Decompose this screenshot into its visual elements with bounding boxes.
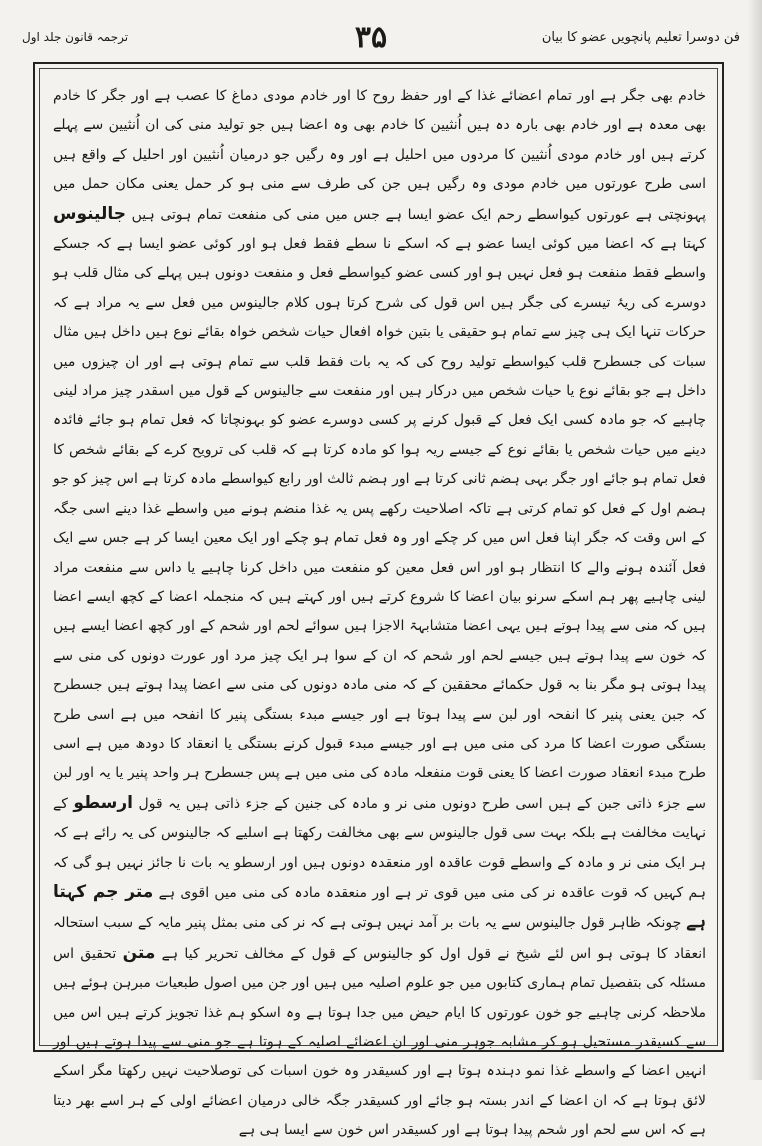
emphasized-name-aristotle: ارسطو (73, 792, 133, 813)
page-number: ۳۵ (354, 19, 388, 55)
running-header (22, 14, 740, 60)
text-run: تحقیق اس مسئلہ کی بتفصیل تمام ہماری کتابوں میں جو علوم اصلیہ میں ہیں اور جن میں اصول طبعیات مبرہن ہوئے ہیں ملاحظہ کرنی چاہیے جو خون عورتوں کا ایام حیض میں جدا ہوتا ہے وہ اسکو ہم غذا تجویز کرتے ہیں اس میں سے کسیقدر مستحیل ہو کر مشابہ جوہر منی اور ان اعضائے اصلیہ کے ہوتا ہے جو منی سے پیدا ہوتے ہیں اور انہیں اعضا کے واسطے غذا نمو دہندہ ہوتا ہے اور کسیقدر وہ خون اسبات کی توصلاحیت نہیں رکھتا مگر اسکے لائق ہوتا ہے کہ ان اعضا کے اندر بستہ ہو جائے اور کسیقدر جگہ خالی درمیان اعضائے اولی کے ہر اسے بھر دیتا ہے کہ اس سے لحم اور شحم پیدا ہوتا ہے اور کسیقدر اس خون سے ایسا ہی ہے (53, 945, 706, 1139)
emphasized-matn-label: متن (122, 942, 156, 963)
text-run: کہتا ہے کہ اعضا میں کوئی ایسا عضو ہے کہ اسکے نا سطے فقط فعل ہو اور کوئی عضو ایسا ہے کہ جسکے واسطے فقط منفعت ہو فعل نہیں ہو اور کسی عضو کیواسطے فعل و منفعت دونوں ہیں پہلے کی مثال قلب ہو دوسرے کی ریۂ تیسرے کی جگر ہیں اس قول کی شرح کرتا ہوں کلام جالینوس میں فعل سے یہ مراد ہے کہ حرکات تنہا ایک ہی چیز سے تمام ہو حقیقی یا بتین خواہ افعال حیات شخص خواہ بقائے نوع ہیں داخل ہیں مثال سبات کی جسطرح قلب کیواسطے تولید روح کی کہ یہ بات فقط قلب سے تمام ہوتی ہے اور ان چیزوں میں داخل ہے جو بقائے نوع یا حیات شخص میں درکار ہیں اور منفعت سے جالینوس کے قول میں اسقدر چیز مراد لینی چاہیے کہ جو مادہ کسی ایک فعل کے قبول کرنے پر کسی دوسرے عضو کو بہونچاتا کہ فعل تمام ہو جائے فائدہ دینے میں حیات شخص یا بقائے نوع کے جیسے ریہ ہوا کو مادہ کرتا ہے کہ قلب کی ترویح کرے کے بقائے شخص کا فعل تمام ہو جائے اور جگر بہی ہضم ثانی کرتا ہے اور ہضم ثالث اور رابع کیواسطے مادہ کرتا ہے اس چیز کو جو ہضم اول کے فعل کو تمام کرتی ہے تاکہ اصلاحیت رکھے پس یہ غذا منضم ہونے میں واسطے غذا دینے اسی جگہ کے اس وقت کہ جگر اپنا فعل اس میں کر چکے اور وہ فعل تمام ہو چکے اور ایک معین ایسا کر ہے جس سے ایک فعل آئندہ ہونے والے کا انتظار ہو اور اس فعل معین کو منفعت میں داخل کرنا چاہیے یا داس سے منفعت مراد لینی چاہیے پھر ہم اسکے سرنو بیان اعضا کا شروع کرتے ہیں اور کہتے ہیں کہ منجملہ اعضا کے کچھ ایسے اعضا ہیں کہ منی سے پیدا ہوتے ہیں یہی اعضا متشابہۃ الاجزا ہیں سوائے لحم اور شحم کے اور کچھ اعضا ایسے ہیں کہ خون سے پیدا ہوتے ہیں جیسے لحم اور شحم کہ ان کے سوا ہر ایک چیز مرد اور عورت دونوں کی منی سے پیدا ہوتی ہو مگر بنا بہ قول حکمائے محققین کے کہ منی مادہ دونوں کی منی سے اعضا پیدا ہوتے ہیں جسطرح کہ جبن یعنی پنیر کا انفحہ اور لبن سے پیدا ہوتا ہے اور جیسے مبدء بستگی پنیر کا انفحہ میں ہے اسی طرح بستگی صورت اعضا کا مرد کی منی میں ہے اور جیسے مبدء قبول کرنے بستگی یا انعقاد کا دودھ میں ہے اسی طرح مبدء انعقاد صورت اعضا کا یعنی قوت منفعلہ مادہ کی منی میں ہے پس جسطرح ہر واحد پنیر یا یہ اور لبن سے جزء ذاتی جبن کے ہیں اسی طرح دونوں منی نر و مادہ کی جنین کے جزء ذاتی ہیں یہ قول (53, 236, 706, 812)
text-run: خادم بھی جگر ہے اور تمام اعضائے غذا کے اور حفظ روح کا اور خادم مودی دماغ کا عصب ہے اور جگر کا خادم بھی معدہ ہے اور خادم بھی بارہ دہ ہیں اُنثیین کا خادم بھی وہ اعضا ہیں جو تولید منی کی ان اُنثیین سے پہلے کرتے ہیں اور خادم مودی اُنثیین کا مردوں میں احلیل ہے اور وہ رگیں جو درمیان اُنثیین اور احلیل کے واقع ہیں اسی طرح عورتوں میں خادم مودی وہ رگیں ہیں جن کی طرف سے منی ہو کر حمل یعنی مکان حمل میں پہونچتی ہے عورتوں کیواسطے رحم ایک عضو ایسا ہے جس میں منی کی منفعت تمام ہوتی ہیں (53, 88, 706, 223)
text-frame (33, 62, 724, 1139)
scan-edge-shadow (748, 0, 762, 1080)
body-text (53, 82, 706, 1139)
text-run: چونکہ ظاہر قول جالینوس سے یہ بات بر آمد نہیں ہوتی ہے کہ نر کی منی بمثل پنیر مایہ کے سبب استحالہ انعقاد کا ہوتی ہو اس لئے شیخ نے قول اول کو جالینوس کے قول کے مخالف تحریر کیا ہے (53, 915, 706, 962)
chapter-title: فن دوسرا تعلیم پانچویں عضو کا بیان (541, 29, 740, 45)
text-run: کے نہایت مخالفت ہے بلکہ بہت سی قول جالینوس سے بھی مخالفت رکھتا ہے اسلیے کہ جالینوس کی یہ رائے ہے کہ ہر ایک منی نر و مادہ کے واسطے قوت عاقدہ اور منعقدہ دونوں ہیں اور ارسطو یہ بات نا جائز نہیں ہو گی کہ ہم کہیں کہ قوت عاقدہ نر کی منی میں قوی تر ہے اور منعقدہ مادہ کی منی میں اقوی ہے (53, 795, 706, 901)
emphasized-name-galen: جالینوس (53, 203, 127, 224)
paragraph (53, 82, 706, 1146)
book-title: ترجمہ قانون جلد اول (22, 30, 129, 44)
emphasized-translator-note: متر جم کہتا ہے (53, 881, 706, 933)
